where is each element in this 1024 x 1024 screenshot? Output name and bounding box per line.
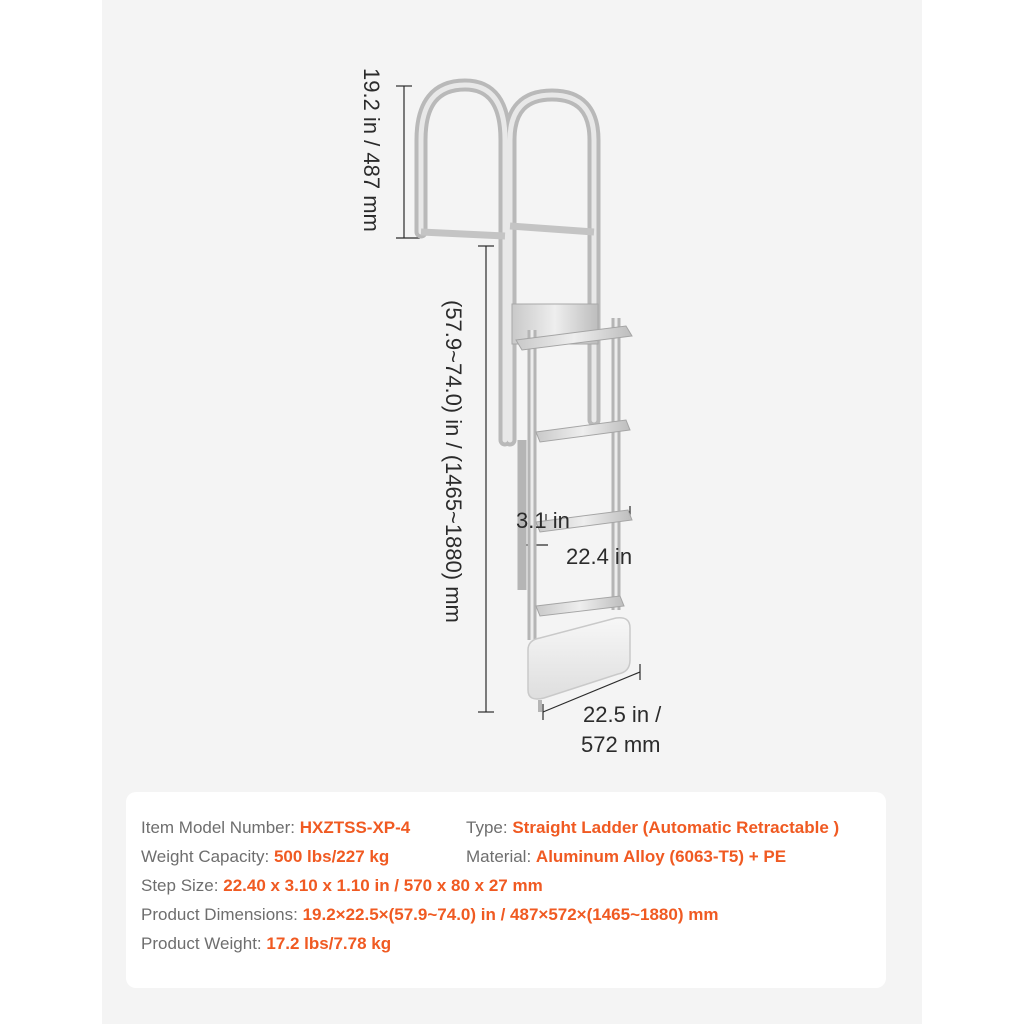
spec-model (141, 819, 410, 836)
spec-step-size (141, 877, 543, 894)
spec-material-value: Aluminum Alloy (6063-T5) + PE (535, 847, 787, 866)
spec-type-value: Straight Ladder (Automatic Retractable ) (512, 818, 840, 837)
ladder-length-label: (57.9~74.0) in / (1465~1880) mm (441, 300, 466, 623)
overall-width-label-line1: 22.5 in / (583, 702, 662, 727)
side-rails (522, 318, 616, 640)
spec-product-dimensions-value: 19.2×22.5×(57.9~74.0) in / 487×572×(1465~1880) mm (302, 905, 719, 924)
spec-step-size-label: Step Size: (141, 876, 219, 895)
spec-weight-capacity-label: Weight Capacity: (141, 847, 270, 866)
spec-type-label: Type: (466, 818, 508, 837)
spec-material-label: Material: (466, 847, 532, 866)
spec-weight-capacity (141, 848, 389, 865)
spec-product-weight (141, 935, 391, 952)
spec-product-dimensions-label: Product Dimensions: (141, 905, 298, 924)
spec-product-dimensions (141, 906, 718, 923)
overall-width-label-line2: 572 mm (581, 732, 661, 757)
spec-product-weight-label: Product Weight: (141, 934, 262, 953)
step-width-label: 22.4 in (566, 544, 633, 569)
spec-model-label: Item Model Number: (141, 818, 295, 837)
bottom-float-pad (528, 618, 630, 699)
spec-product-weight-value: 17.2 lbs/7.78 kg (266, 934, 392, 953)
spec-model-value: HXZTSS-XP-4 (299, 818, 411, 837)
spec-material (466, 848, 786, 865)
step-depth-label: 3.1 in (516, 508, 570, 533)
spec-weight-capacity-value: 500 lbs/227 kg (273, 847, 390, 866)
handrail-height-label: 19.2 in / 487 mm (359, 68, 384, 232)
spec-step-size-value: 22.40 x 3.10 x 1.10 in / 570 x 80 x 27 mm (223, 876, 543, 895)
spec-type (466, 819, 839, 836)
